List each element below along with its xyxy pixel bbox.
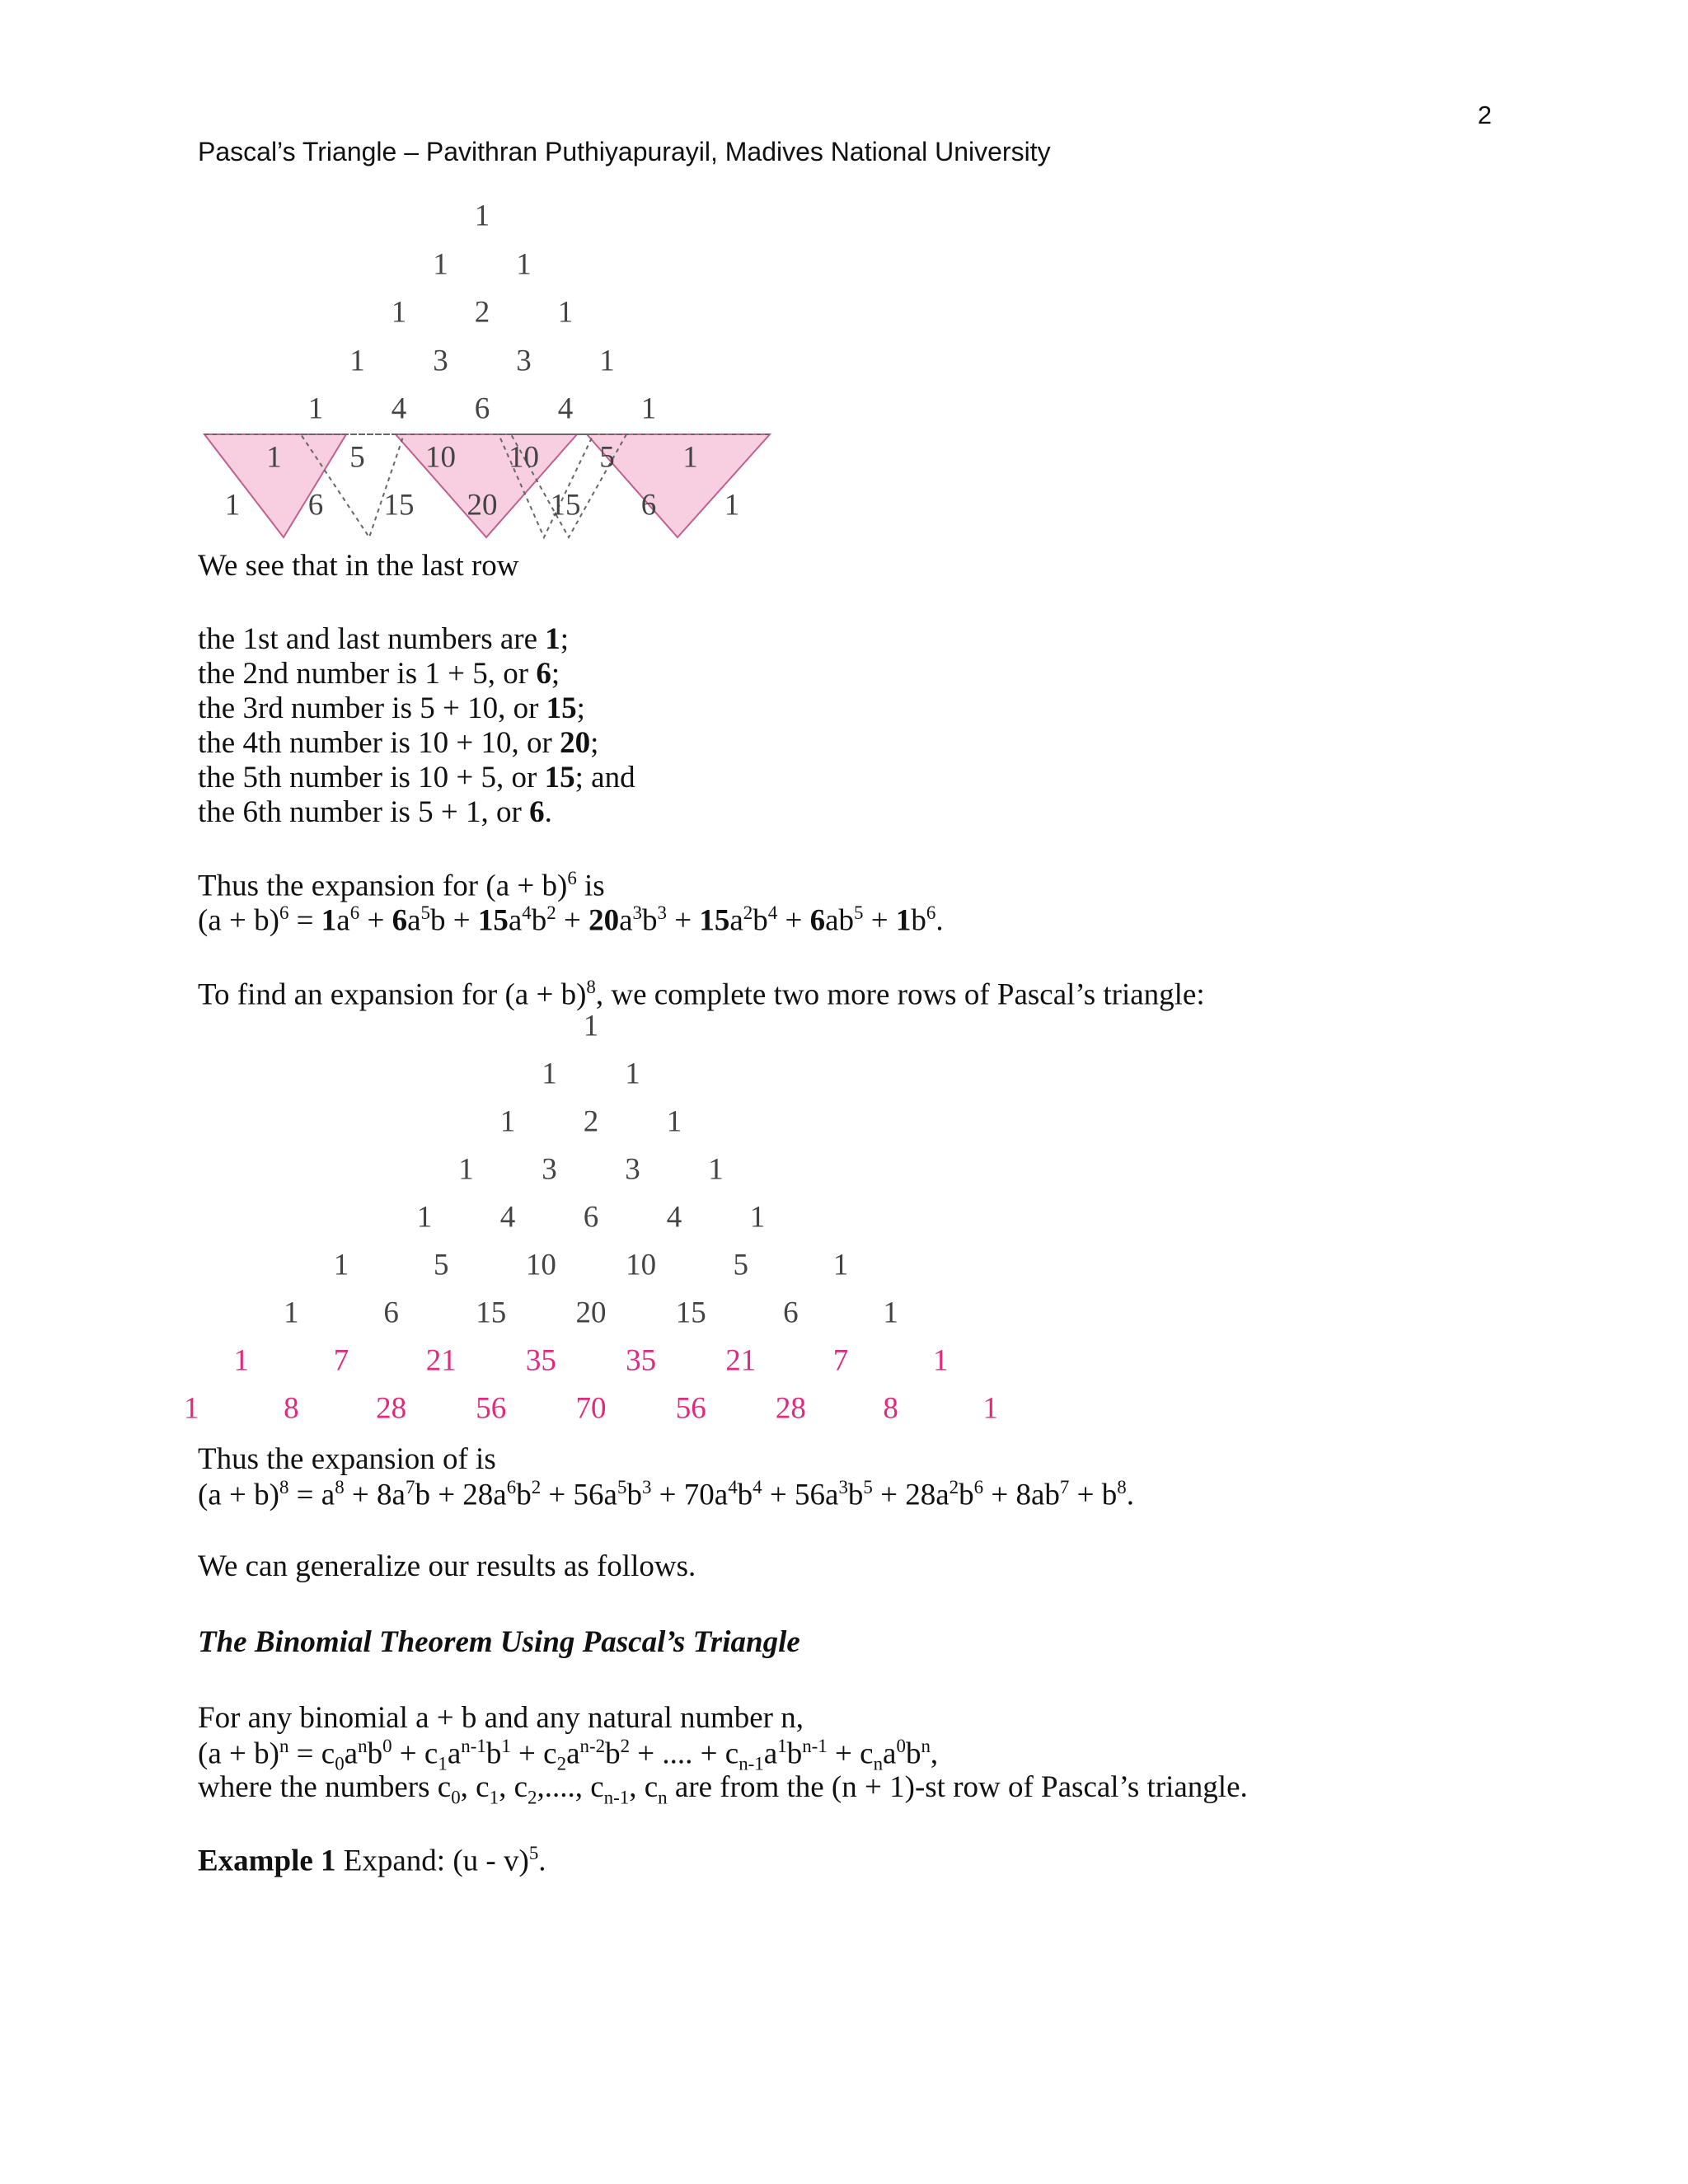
triangle2-cell: 1 — [542, 1057, 557, 1091]
expansion8-intro: To find an expansion for $(a + b)^8$, we complete two more rows of Pascal’s triangle: — [198, 977, 1205, 1012]
row-text-1: the 1st and last numbers are 1; — [198, 622, 570, 656]
triangle1-cell: 1 — [516, 247, 532, 281]
triangle1-cell: 1 — [640, 391, 657, 426]
triangle1-cell: 20 — [467, 488, 498, 523]
triangle1-cell: 15 — [383, 488, 415, 523]
triangle2-cell: 7 — [333, 1343, 349, 1378]
row-text-2: the 2nd number is 1 + 5, or 6; — [198, 657, 560, 691]
triangle2-cell: 2 — [583, 1104, 599, 1139]
triangle1-cell: 5 — [599, 440, 615, 474]
triangle2-cell: 3 — [542, 1152, 557, 1187]
example-1: Example 1 Expand: (u - v)$^5$. — [198, 1843, 546, 1878]
triangle1-cell: 1 — [224, 488, 241, 523]
triangle2-cell: 1 — [832, 1248, 849, 1282]
triangle2-cell: 5 — [733, 1248, 749, 1282]
triangle2-cell: 8 — [284, 1391, 299, 1426]
triangle1-cell: 1 — [474, 199, 490, 233]
triangle2-cell: 1 — [499, 1104, 516, 1139]
row-text-4: the 4th number is 10 + 10, or 20; — [198, 726, 599, 760]
triangle2-cell: 1 — [416, 1200, 433, 1235]
triangle1-cell: 10 — [425, 440, 456, 474]
theorem-line1: For any binomial a + b and any natural number n, — [198, 1701, 804, 1735]
triangle2-cell: 1 — [708, 1152, 724, 1187]
triangle1-cell: 1 — [682, 440, 698, 474]
page-number: 2 — [1477, 101, 1492, 129]
triangle2-cell: 7 — [832, 1343, 849, 1378]
triangle2-cell: 1 — [666, 1104, 682, 1139]
triangle1-cell: 1 — [391, 295, 407, 330]
triangle1-cell: 1 — [266, 440, 282, 474]
triangle2-cell: 56 — [476, 1391, 507, 1426]
triangle1-cell: 2 — [474, 295, 490, 330]
triangle2-cell: 1 — [749, 1200, 766, 1235]
triangle1-cell: 6 — [474, 391, 490, 426]
triangle1-cell: 4 — [557, 391, 574, 426]
triangle2-cell: 6 — [583, 1200, 599, 1235]
triangle2-cell: 10 — [626, 1248, 657, 1282]
row-text-5: the 5th number is 10 + 5, or 15; and — [198, 761, 635, 794]
triangle2-cell: 1 — [625, 1057, 640, 1091]
triangle2-cell: 1 — [183, 1391, 199, 1426]
triangle2-cell: 8 — [883, 1391, 898, 1426]
triangle1-cell: 15 — [550, 488, 581, 523]
row-text-3: the 3rd number is 5 + 10, or 15; — [198, 691, 585, 725]
triangle2-cell: 6 — [783, 1296, 799, 1330]
triangle1-cell: 6 — [307, 488, 324, 523]
theorem-where: where the numbers $c_0$, $c_1$, $c_2$,...., $c_{n-1}$, $c_n$ are from the (n + 1)-st row of Pascal’s triangle. — [198, 1770, 1248, 1808]
expansion6-formula: $(a + b)^6 = 1a^6 + 6a^5b + 15a^4b^2 + 20a^3b^3 + 15a^2b^4 + 6ab^5 + 1b^6$. — [198, 902, 944, 938]
expansion8-label: Thus the expansion of is — [198, 1442, 496, 1476]
triangle2-cell: 1 — [583, 1009, 599, 1043]
triangle2-cell: 5 — [433, 1248, 449, 1282]
triangle2-cell: 28 — [376, 1391, 407, 1426]
intro-text: We see that in the last row — [198, 549, 519, 583]
triangle2-cell: 1 — [883, 1296, 898, 1330]
triangle2-cell: 20 — [575, 1296, 607, 1330]
triangle1-cell: 1 — [599, 344, 615, 377]
triangle2-cell: 1 — [333, 1248, 349, 1282]
triangle2-cell: 70 — [575, 1391, 607, 1426]
triangle2-cell: 15 — [476, 1296, 507, 1330]
triangle2-cell: 4 — [666, 1200, 682, 1235]
expansion6-intro: Thus the expansion for $(a + b)^6$ is — [198, 868, 605, 903]
triangle2-cell: 1 — [982, 1391, 999, 1426]
triangle1-cell: 3 — [433, 344, 448, 377]
triangle1-cell: 10 — [509, 440, 539, 474]
page-header: Pascal’s Triangle – Pavithran Puthiyapurayil, Madives National University — [198, 137, 1051, 166]
triangle1-cell: 1 — [433, 247, 448, 281]
triangle2-cell: 6 — [383, 1296, 399, 1330]
triangle2-cell: 1 — [284, 1296, 299, 1330]
triangle2-cell: 35 — [626, 1343, 657, 1378]
triangle2-cell: 28 — [775, 1391, 806, 1426]
triangle2-cell: 3 — [625, 1152, 640, 1187]
row-text-6: the 6th number is 5 + 1, or 6. — [198, 795, 552, 829]
expansion8-formula: $(a + b)^8 = a^8 + 8a^7b + 28a^6b^2 + 56a^5b^3 + 70a^4b^4 + 56a^3b^5 + 28a^2b^6 + 8ab^7 + b^8$. — [198, 1477, 1134, 1512]
theorem-formula: $(a + b)^n = c_0a^nb^0 + c_1a^{n-1}b^1 + c_2a^{n-2}b^2$ + .... + $c_{n-1}a^1b^{n-1} + c_na^0b^n$, — [198, 1736, 939, 1774]
triangle2-cell: 21 — [425, 1343, 457, 1378]
triangle2-cell: 56 — [675, 1391, 706, 1426]
triangle1-cell: 4 — [391, 391, 407, 426]
triangle1-cell: 1 — [724, 488, 740, 523]
triangle2-cell: 4 — [499, 1200, 516, 1235]
triangle2-cell: 35 — [525, 1343, 556, 1378]
triangle1-cell: 5 — [349, 440, 365, 474]
triangle1-cell: 3 — [516, 344, 532, 377]
triangle2-cell: 1 — [458, 1152, 474, 1187]
triangle2-cell: 1 — [932, 1343, 949, 1378]
triangle2-cell: 15 — [675, 1296, 706, 1330]
triangle1-cell: 1 — [557, 295, 574, 330]
triangle1-cell: 1 — [307, 391, 324, 426]
triangle1-cell: 1 — [349, 344, 365, 377]
triangle2-cell: 21 — [725, 1343, 757, 1378]
generalize-text: We can generalize our results as follows. — [198, 1549, 696, 1583]
triangle1-cell: 6 — [640, 488, 657, 523]
triangle2-cell: 10 — [525, 1248, 556, 1282]
theorem-heading: The Binomial Theorem Using Pascal’s Triangle — [198, 1625, 800, 1659]
triangle2-cell: 1 — [233, 1343, 250, 1378]
